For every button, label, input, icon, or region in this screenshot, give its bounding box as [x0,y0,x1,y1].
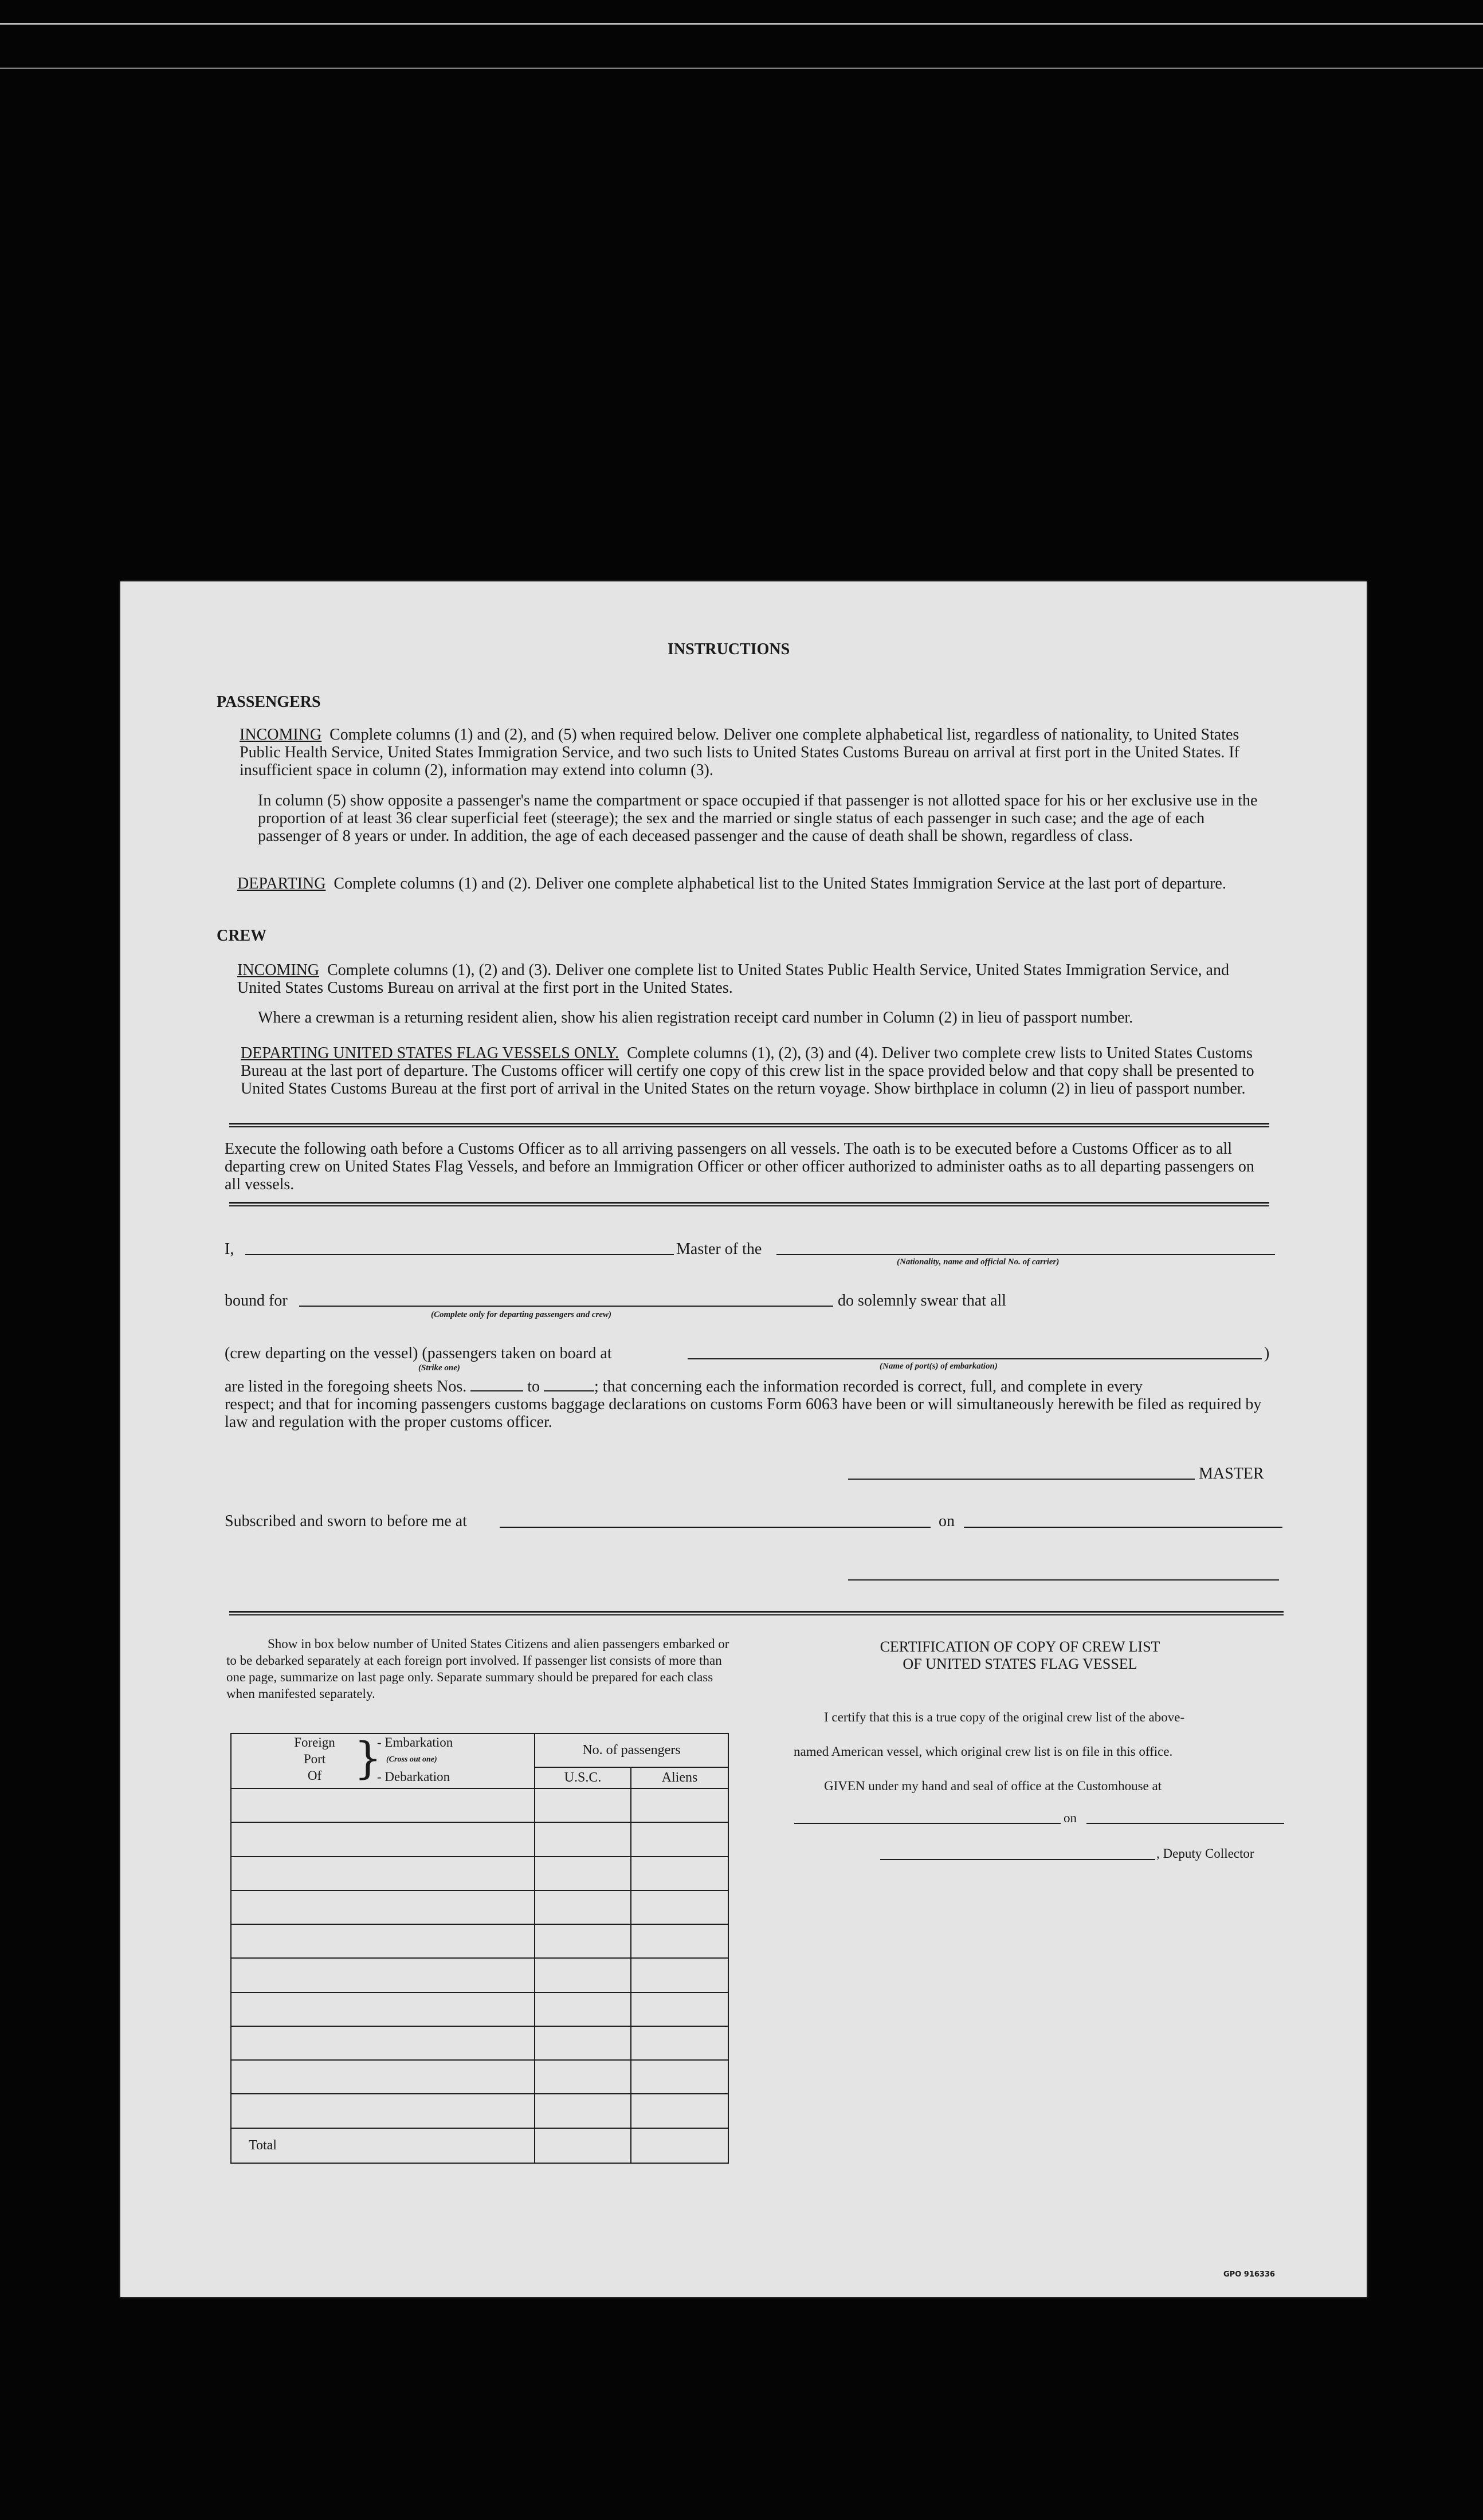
cross-out-caption: (Cross out one) [386,1755,437,1764]
crew-departing-label: DEPARTING UNITED STATES FLAG VESSELS ONLY. [241,1044,619,1062]
port-cell[interactable] [231,1958,535,1992]
certification-date-field[interactable] [1086,1823,1284,1824]
usc-cell[interactable] [535,2094,631,2128]
passengers-departing-paragraph [237,875,1262,893]
gpo-code: GPO 916336 [1223,2270,1276,2279]
aliens-cell[interactable] [631,1958,728,1992]
port-cell[interactable] [231,1924,535,1958]
ports-field[interactable] [688,1358,1262,1359]
strike-caption: (Strike one) [418,1363,460,1373]
port-cell[interactable] [231,1857,535,1890]
respect-text: respect; and that for incoming passengers customs baggage declarations on customs Form 6063 have been or will simultaneously herewith be filed as required by law and regulation with the proper customs officer. [225,1395,1262,1431]
port-cell[interactable] [231,2094,535,2128]
master-label: MASTER [1199,1465,1264,1483]
usc-cell[interactable] [535,1890,631,1924]
usc-cell[interactable] [535,1822,631,1856]
no-of-passengers-header: No. of passengers [535,1733,728,1767]
certification-on-label: on [1064,1811,1077,1825]
sheets-text-2: ; that concerning each the information recorded is correct, full, and complete in every [594,1378,1143,1395]
certification-title-line2: OF UNITED STATES FLAG VESSEL [903,1656,1137,1672]
passenger-summary-table [230,1733,729,2164]
debarkation-label: - Debarkation [377,1770,450,1784]
aliens-header: Aliens [631,1767,728,1788]
nationality-caption: (Nationality, name and official No. of carrier) [897,1257,1060,1267]
divider-bottom-2 [229,1614,1284,1615]
passengers-departing-label: DEPARTING [237,875,326,893]
divider-top-2 [229,1126,1269,1127]
sworn-date-field[interactable] [964,1527,1282,1528]
passengers-column5-paragraph: In column (5) show opposite a passenger's name the compartment or space occupied if that passenger is not allotted space for his or her exclusive use in the proportion of at least 36 clear superficial feet (steerage); the sex and the married or single status of each passenger in such case; and the age of each passenger of 8 years or under. In addition, the age of each deceased passenger and the cause of death shall be shown, regardless of class. [258,792,1258,845]
crew-passengers-label: (crew departing on the vessel) (passengers taken on board at [225,1344,612,1362]
summary-intro: Show in box below number of United States Citizens and alien passengers embarked or to be debarked separately at each foreign port involved. If passenger list consists of more than one page, summarize on last page only. Separate summary should be prepared for each class when manifested separately. [226,1637,729,1701]
divider-top-1 [229,1123,1269,1125]
master-signature-field[interactable] [848,1479,1195,1480]
sheets-to: to [527,1378,540,1395]
sheets-text-1: are listed in the foregoing sheets Nos. [225,1378,467,1395]
sheet-to-field[interactable] [544,1379,594,1391]
film-edge-top [0,23,1483,25]
carrier-field[interactable] [776,1254,1275,1255]
sheet-from-field[interactable] [470,1379,523,1391]
certification-title-line1: CERTIFICATION OF COPY OF CREW LIST [880,1638,1160,1655]
customhouse-field[interactable] [794,1823,1061,1824]
oath-i-label: I, [225,1240,234,1258]
certification-title [857,1638,1183,1673]
swear-label: do solemnly swear that all [838,1292,1006,1310]
ports-caption: (Name of port(s) of embarkation) [880,1362,998,1371]
crew-incoming-text: Complete columns (1), (2) and (3). Deliver one complete list to United States Public Health Service, United States Immigration Service, and United States Customs Bureau on arrival at the first port in the United States. [237,961,1229,997]
crew-departing-text: Complete columns (1), (2), (3) and (4). Deliver two complete crew lists to United States Customs Bureau at the last port of departure. The Customs officer will certify one copy of this crew list in the space provided below and that copy shall be presented to United States Customs Bureau at the first port of arrival in the United States on the return voyage. Show birthplace in column (2) in lieu of passport number. [241,1044,1254,1098]
crew-incoming-paragraph [237,961,1262,997]
passengers-incoming-paragraph [240,726,1262,779]
deputy-signature-field[interactable] [880,1859,1155,1860]
usc-cell[interactable] [535,2026,631,2060]
master-name-field[interactable] [245,1254,674,1255]
form-sheet [120,581,1367,2297]
divider-bottom-1 [229,1611,1284,1613]
crew-heading: CREW [217,927,267,945]
port-cell[interactable] [231,1788,535,1822]
usc-header: U.S.C. [535,1767,631,1788]
sworn-place-field[interactable] [500,1527,931,1528]
foreign-port-label: Foreign Port Of [294,1735,335,1783]
film-edge-second [0,68,1483,69]
complete-only-caption: (Complete only for departing passengers and crew) [431,1310,611,1319]
aliens-cell[interactable] [631,2060,728,2094]
passengers-incoming-text: Complete columns (1) and (2), and (5) when required below. Deliver one complete alphabetical list, regardless of nationality, to United States Public Health Service, United States Immigration Service, and two such lists to United States Customs Bureau on arrival at first port in the United States. If insufficient space in column (2), information may extend into column (3). [240,726,1240,779]
brace-icon: } [354,1732,382,1783]
aliens-cell[interactable] [631,1992,728,2026]
certification-text-line2: named American vessel, which original crew list is on file in this office. [794,1744,1173,1759]
passengers-incoming-label: INCOMING [240,726,322,744]
aliens-cell[interactable] [631,1788,728,1822]
port-cell[interactable] [231,1890,535,1924]
bound-for-field[interactable] [299,1306,833,1307]
certification-text-line1: I certify that this is a true copy of the original crew list of the above- [824,1710,1185,1724]
subscribed-label: Subscribed and sworn to before me at [225,1512,467,1530]
port-cell[interactable] [231,2060,535,2094]
subscribed-on-label: on [939,1512,955,1530]
usc-cell[interactable] [535,1958,631,1992]
deputy-collector-label: , Deputy Collector [1156,1846,1254,1861]
port-cell[interactable] [231,1822,535,1856]
usc-cell[interactable] [535,1857,631,1890]
instructions-title: INSTRUCTIONS [668,640,790,658]
port-cell[interactable] [231,2026,535,2060]
foreign-port-header [231,1733,535,1788]
usc-total-cell[interactable] [535,2128,631,2163]
bound-for-label: bound for [225,1292,288,1310]
aliens-cell[interactable] [631,1924,728,1958]
officer-signature-field[interactable] [848,1579,1279,1581]
usc-cell[interactable] [535,2060,631,2094]
close-paren: ) [1264,1344,1270,1362]
aliens-cell[interactable] [631,1857,728,1890]
usc-cell[interactable] [535,1992,631,2026]
aliens-cell[interactable] [631,1822,728,1856]
aliens-cell[interactable] [631,1890,728,1924]
port-cell[interactable] [231,1992,535,2026]
passengers-departing-text: Complete columns (1) and (2). Deliver one complete alphabetical list to the United States Immigration Service at the last port of departure. [334,875,1226,893]
divider-oath-1 [229,1202,1269,1204]
aliens-total-cell[interactable] [631,2128,728,2163]
crew-resident-paragraph: Where a crewman is a returning resident alien, show his alien registration receipt card number in Column (2) in lieu of passport number. [258,1009,1133,1027]
master-of-label: Master of the [676,1240,762,1258]
oath-intro: Execute the following oath before a Customs Officer as to all arriving passengers on all vessels. The oath is to be executed before a Customs Officer as to all departing crew on United States Flag Vessels, and before an Immigration Officer or other officer authorized to administer oaths as to all departing passengers on all vessels. [225,1140,1254,1193]
aliens-cell[interactable] [631,2026,728,2060]
crew-departing-paragraph [241,1044,1262,1098]
aliens-cell[interactable] [631,2094,728,2128]
passengers-heading: PASSENGERS [217,693,321,711]
certification-text-line3: GIVEN under my hand and seal of office at the Customhouse at [824,1779,1162,1793]
crew-incoming-label: INCOMING [237,961,320,979]
sheets-line [225,1378,1143,1395]
usc-cell[interactable] [535,1788,631,1822]
total-label: Total [231,2128,535,2163]
usc-cell[interactable] [535,1924,631,1958]
embarkation-label: - Embarkation [377,1735,453,1750]
divider-oath-2 [229,1205,1269,1206]
